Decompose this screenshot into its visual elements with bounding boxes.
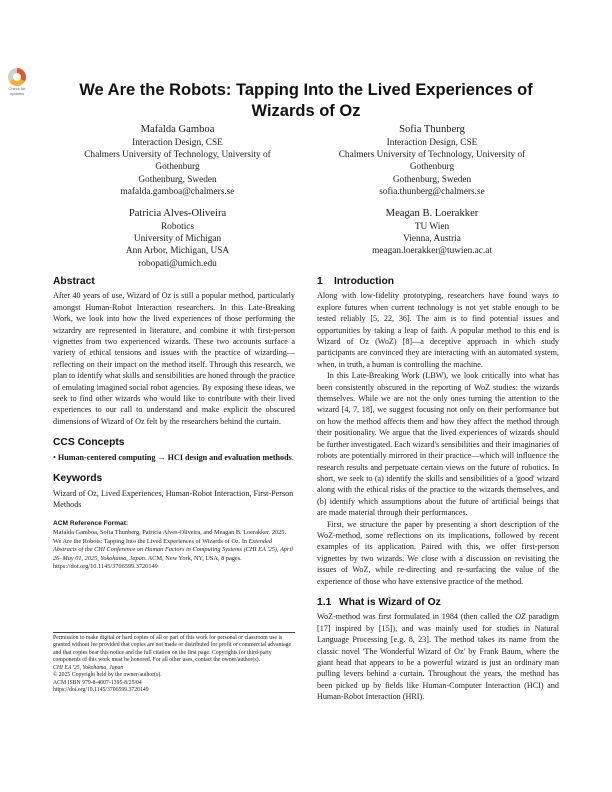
footnote: [53, 635, 295, 695]
ccs-heading: CCS Concepts: [53, 437, 125, 449]
footnote-venue: CHI EA '25, Yokohama, Japan: [53, 664, 124, 671]
footnote-copyright: © 2025 Copyright held by the owner/author(s).: [53, 672, 162, 679]
what-is-text-b: paradigm [17] inspired by [15]), and was mainly used for studies in Natural Language Processing [e.g. 8, 23]. The method takes its name from the classic novel 'The Wonderful Wizard of Oz' by Frank Baum, where the giant head that appears to be a powerful wizard is just an ordinary man pulling levers behind a curtain. Throughout the years, the method has been picked up by fields like Human-Computer Interaction (HCI) and Human-Robot Interaction (HRI).: [317, 612, 559, 702]
permission-notice: Permission to make digital or hard copies of all or part of this work for personal or classroom use is granted without fee provided that copies are not made or distributed for profit or commercial advantage and that copies bear this notice and the full citation on the first page. Copyrights for third-party components of this work must be honored. For all other uses, contact the owner/author(s).: [53, 635, 292, 664]
check-for-updates-badge[interactable]: [6, 68, 28, 100]
paper-title: We Are the Robots: Tapping Into the Lived Experiences of Wizards of Oz: [79, 81, 533, 120]
acm-reference-doi[interactable]: . ACM, New York, NY, USA, 8 pages. https://doi.org/10.1145/3706599.3720149: [53, 554, 242, 571]
keywords-heading: Keywords: [53, 473, 103, 485]
section-title: Introduction: [334, 276, 395, 287]
abstract-heading: Abstract: [53, 276, 95, 287]
oz-term: OZ: [515, 612, 526, 622]
author-affiliation: Robotics: [160, 222, 195, 232]
author-location: Gothenburg, Sweden: [138, 174, 217, 185]
badge-label-1: Check for: [8, 86, 26, 91]
author-name: Patricia Alves-Oliveira: [128, 208, 227, 219]
author-name: Mafalda Gamboa: [140, 124, 215, 135]
acm-reference-label: ACM Reference Format:: [53, 520, 129, 528]
footnote-doi[interactable]: https://doi.org/10.1145/3706599.3720149: [53, 687, 149, 694]
ccs-concept[interactable]: Human-centered computing → HCI design and evaluation methods: [57, 452, 292, 462]
intro-paragraph-1: Along with low-fidelity prototyping, researchers have found ways to explore futures when current technology is not yet stable enough to be tested reliably [5, 22, 36]. The aim is to find potential issues and opportunities by taking a leap of faith. A popular method to this end is Wizard of Oz (WoZ) [8]—a deceptive approach in which study participants are convinced they are interacting with an automated system, when, in truth, a human is controlling the machine.: [317, 291, 559, 369]
author-block-4: [312, 207, 552, 258]
author-affiliation: Gothenburg: [155, 162, 200, 173]
author-affiliation: TU Wien: [414, 222, 450, 232]
author-affiliation: Chalmers University of Technology, University of: [84, 150, 271, 161]
subsection-heading-what-is-woz: [317, 597, 559, 608]
section-number: 1: [317, 276, 323, 287]
ccs-period: .: [291, 452, 294, 462]
subsection-number: 1.1: [317, 596, 332, 608]
keywords-text: Wizard of Oz, Lived Experiences, Human-Robot Interaction, First-Person Methods: [53, 488, 294, 509]
section-heading-introduction: [317, 276, 559, 287]
author-block-1: [60, 123, 295, 198]
acm-reference: [53, 520, 295, 572]
right-column: [317, 276, 559, 703]
update-icon: [8, 68, 26, 86]
author-block-2: [312, 123, 552, 198]
what-is-paragraph-1: [317, 611, 559, 702]
footnote-divider: [53, 632, 295, 633]
author-affiliation: University of Michigan: [133, 234, 222, 245]
author-affiliation: Chalmers University of Technology, University of: [338, 150, 526, 161]
intro-paragraph-3: First, we structure the paper by presenting a short description of the WoZ-method, some reflections on its implications, followed by recent examples of its application. Paired with this, we offer first-person vignettes by two wizards. We close with a discussion on revisiting the issues of WoZ, while re-directing and re-surfacing the value of the experience of those who have extensive practice of the method.: [317, 519, 559, 586]
author-email[interactable]: mafalda.gamboa@chalmers.se: [120, 186, 235, 197]
author-name: Meagan B. Loerakker: [385, 208, 479, 219]
ccs-bullet: •: [53, 452, 56, 462]
author-email[interactable]: sofia.thunberg@chalmers.se: [379, 186, 485, 197]
acm-reference-authors: Mafalda Gamboa, Sofia Thunberg, Patricia Alves-Oliveira, and Meagan B. Loerakker. 2025. We Are the Robots: Tapping Into the Lived Experiences of Wizards of Oz. In: [53, 528, 287, 545]
badge-label-2: updates: [9, 91, 25, 96]
author-location: Ann Arbor, Michigan, USA: [125, 246, 230, 257]
author-name: Sofia Thunberg: [399, 124, 465, 135]
abstract-text: After 40 years of use, Wizard of Oz is still a popular method, particularly amongst Human-Robot Interaction researchers. In this Late-Breaking Work, we look into how the lived experiences of those performing the wizardry are represented in literature, and combine it with first-person vignettes from two experienced wizards. These two accounts surface a variety of ethical tensions and issues with the practice of wizarding—reflecting on their impact on the method itself. Through this research, we plan to identify what skills and sensibilities are honed through the practice of emulating imagined social robot agencies. By exposing these ideas, we seek to find other wizards who would like to contribute with their lived experiences to our call to understand and make explicit the obscured dimensions of Wizard of Oz felt by the researchers behind the curtain.: [53, 291, 295, 426]
acm-reference-venue: Extended Abstracts of the CHI Conference on Human Factors in Computing Systems (CHI EA '25), April 26–May 01, 2025, Yokohama, Japan: [53, 537, 293, 562]
author-location: Vienna, Austria: [403, 234, 461, 245]
author-block-3: [60, 207, 295, 270]
author-affiliation: Interaction Design, CSE: [132, 138, 223, 148]
author-email[interactable]: meagan.loerakker@tuwien.ac.at: [372, 246, 492, 257]
ccs-concepts: [53, 452, 295, 463]
left-column: [53, 276, 295, 572]
author-email[interactable]: robopati@umich.edu: [138, 258, 217, 269]
author-location: Gothenburg, Sweden: [392, 174, 472, 185]
subsection-title: What is Wizard of Oz: [339, 596, 441, 608]
footnote-isbn: ACM ISBN 979-8-4007-1395-8/25/04: [53, 679, 142, 686]
author-affiliation: Gothenburg: [409, 162, 455, 173]
author-affiliation: Interaction Design, CSE: [386, 138, 478, 148]
what-is-text-a: WoZ-method was first formulated in 1984 (then called the: [317, 612, 516, 622]
intro-paragraph-2: In this Late-Breaking Work (LBW), we look critically into what has been consistently obscured in the reporting of WoZ studies: the wizards themselves. While we are not the only ones turning the attention to the wizard [4, 7, 18], we suggest focusing not only on their performance but on how the method affects them and how they affect the method through their positionality. We argue that the lived experiences of wizards should be further investigated. Each wizard's sensibilities and their imaginaries of robots are potentially mirrored in their practice—which will influence the research results and perpetuate certain views on the future of robotics. In short, we seek to (a) identify the skills and sensibilities of a 'good' wizard along with the ethical risks of the practice to the wizards themselves, and (b) identify which assumptions about the future of artificial beings that are made material through their performances.: [317, 371, 559, 518]
